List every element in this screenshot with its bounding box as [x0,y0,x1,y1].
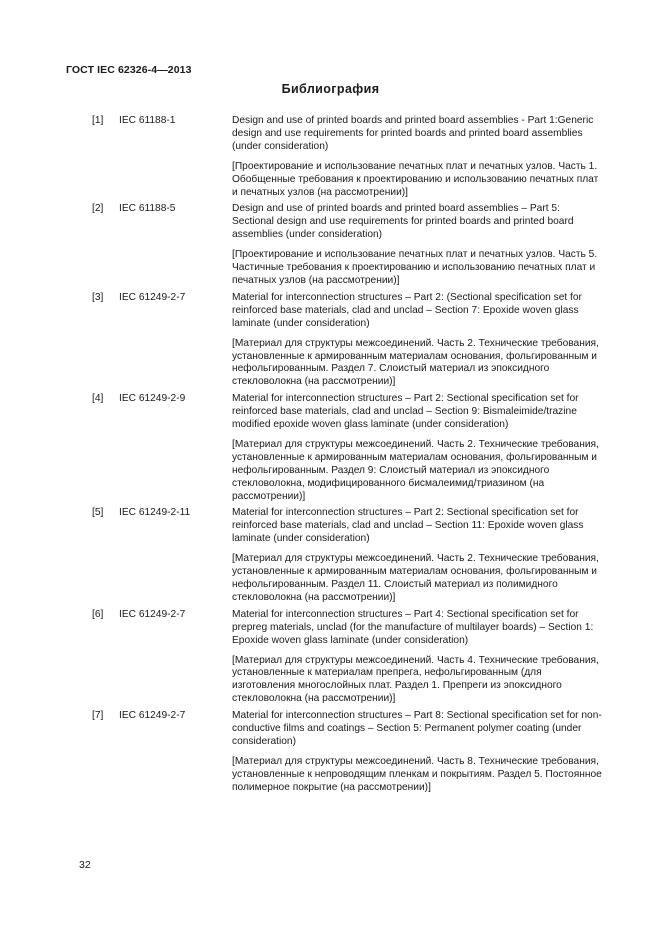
entry-title-en: Material for interconnection structures – Part 2: Sectional specification set for reinforced base materials, clad and unclad – Section 9: Bismaleimide/trazine modified epoxide woven glass laminate (under consideration) [232,393,579,431]
entry-description [232,710,602,794]
page-title: Библиография [281,82,380,96]
entry-title-ru: [Материал для структуры межсоединений. Часть 8. Технические требования, установленные к непроводящим пленкам и покрытиям. Раздел 5. Постоянное полимерное покрытие (на рассмотрении)] [232,755,602,793]
bibliography-entry-2 [92,203,612,287]
entry-number: [7] [92,710,104,722]
entry-title-ru: [Материал для структуры межсоединений. Часть 2. Технические требования, установленные к армированным материалам основания, фольгированным и нефольгированным. Раздел 11. Слоистый материал из полимидного стекловолокна (на рассмотрении)] [232,553,599,603]
bibliography-entry-1 [92,115,612,199]
entry-description [232,507,602,604]
entry-title-en: Material for interconnection structures – Part 2: (Sectional specification set for reinforced base materials, clad and unclad – Section 7: Epoxide woven glass laminate (under consideration) [232,291,582,329]
entry-number: [4] [92,393,104,405]
entry-number: [2] [92,203,104,215]
entry-standard-code: IEC 61249-2-7 [119,608,186,620]
entry-title-en: Design and use of printed boards and printed board assemblies – Part 5: Sectional design and use requirements for printed boards and printed board assemblies (under consideration) [232,203,574,241]
page-number: 32 [79,859,91,871]
entry-title-ru: [Материал для структуры межсоединений. Часть 2. Технические требования, установленные к армированным материалам основания, фольгированным и нефольгированным. Раздел 9: Слоистый материал из эпоксидного стекловолокна, модифицированного бисмалеимид/триазином (на рассмотрении)] [232,438,599,502]
entry-description [232,292,602,389]
entry-title-ru: [Проектирование и использование печатных плат и печатных узлов. Часть 1. Обобщенные требования к проектированию и использованию печатных плат и печатных узлов (на рассмотрении)] [232,160,599,198]
entry-title-en: Material for interconnection structures – Part 2: Sectional specification set for reinforced base materials, clad and unclad – Section 11: Epoxide woven glass laminate (under consideration) [232,507,584,545]
entry-number: [1] [92,115,104,126]
entry-standard-code: IEC 61249-2-9 [119,393,186,405]
entry-standard-code: IEC 61188-1 [119,115,176,126]
entry-description [232,115,602,199]
entry-description [232,393,602,503]
bibliography-list [92,115,612,799]
entry-description [232,609,602,706]
entry-title-ru: [Проектирование и использование печатных плат и печатных узлов. Часть 5. Частичные требования к проектированию и использованию печатных плат и печатных узлов (на рассмотрении)] [232,249,598,286]
bibliography-entry-7 [92,710,612,794]
entry-title-ru: [Материал для структуры межсоединений. Часть 4. Технические требования, установленные к материалам препрега, нефольгированным (для изготовления многослойных плат. Раздел 1. Препреги из эпоксидного стекловолокна (на рассмотрении)] [232,654,599,705]
entry-description [232,203,602,287]
bibliography-entry-4 [92,393,612,503]
entry-title-en: Design and use of printed boards and printed board assemblies - Part 1:Generic design and use requirements for printed boards and printed board assemblies (under consideration) [232,115,594,152]
entry-title-en: Material for interconnection structures – Part 4: Sectional specification set for prepreg materials, unclad (for the manufacture of multilayer boards) – Section 1: Epoxide woven glass laminate (under consideration) [232,608,594,646]
entry-standard-code: IEC 61249-2-7 [119,710,186,722]
entry-standard-code: IEC 61188-5 [119,203,176,215]
entry-number: [6] [92,608,104,620]
entry-number: [3] [92,291,104,303]
entry-number: [5] [92,507,104,519]
bibliography-entry-6 [92,609,612,706]
entry-standard-code: IEC 61249-2-11 [119,507,191,519]
bibliography-entry-5 [92,507,612,604]
entry-title-ru: [Материал для структуры межсоединений. Часть 2. Технические требования, установленные к армированным материалам основания, фольгированным и нефольгированным. Раздел 7. Слоистый материал из эпоксидного стекловолокна (на рассмотрении)] [232,337,599,388]
entry-title-en: Material for interconnection structures – Part 8: Sectional specification set for non-conductive films and coatings – Section 5: Permanent polymer coating (under consideration) [232,710,602,747]
document-header: ГОСТ IEC 62326-4—2013 [66,64,192,76]
bibliography-entry-3 [92,292,612,389]
entry-standard-code: IEC 61249-2-7 [119,291,186,303]
